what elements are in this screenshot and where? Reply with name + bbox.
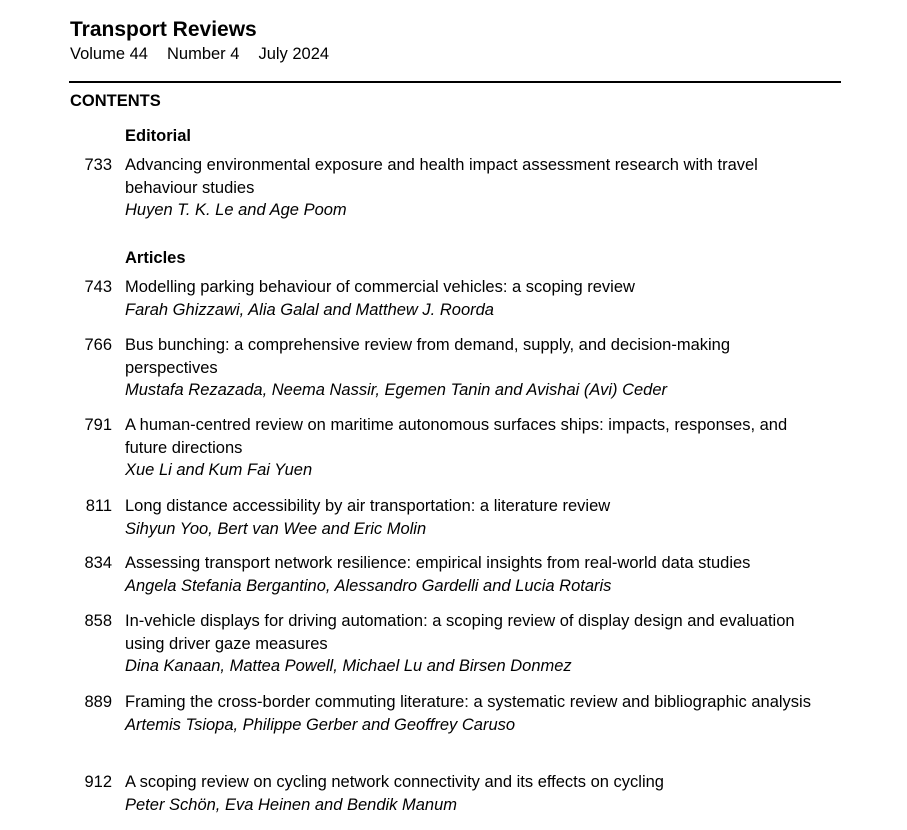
article-authors: Peter Schön, Eva Heinen and Bendik Manum — [125, 795, 458, 814]
issue-info — [70, 45, 348, 64]
number: Number 4 — [166, 45, 240, 63]
page-number: 743 — [84, 278, 112, 296]
journal-title: Transport Reviews — [70, 18, 257, 41]
page-number: 912 — [84, 773, 112, 791]
volume: Volume 44 — [70, 45, 148, 63]
article-title[interactable]: In-vehicle displays for driving automation: a scoping review of display design and evaluation using driver gaze measures — [125, 612, 795, 653]
article-title[interactable]: Assessing transport network resilience: empirical insights from real-world data studies — [125, 554, 751, 572]
article-authors: Farah Ghizzawi, Alia Galal and Matthew J. Roorda — [125, 300, 494, 319]
article-authors: Artemis Tsiopa, Philippe Gerber and Geoffrey Caruso — [125, 715, 516, 734]
page-number: 791 — [84, 416, 112, 434]
article-title[interactable]: Modelling parking behaviour of commercial vehicles: a scoping review — [125, 278, 635, 296]
toc-entry[interactable] — [70, 771, 830, 816]
section-heading-articles: Articles — [125, 249, 186, 267]
toc-entry[interactable] — [70, 276, 830, 321]
page-number: 733 — [84, 156, 112, 174]
article-title[interactable]: Long distance accessibility by air transportation: a literature review — [125, 497, 611, 515]
article-title[interactable]: Advancing environmental exposure and health impact assessment research with travel behaviour studies — [125, 156, 758, 197]
article-title[interactable]: Framing the cross-border commuting literature: a systematic review and bibliographic analysis — [125, 693, 811, 711]
toc-entry[interactable] — [70, 610, 830, 678]
article-title[interactable]: A human-centred review on maritime autonomous surfaces ships: impacts, responses, and future directions — [125, 416, 788, 457]
toc-entry[interactable] — [70, 691, 830, 736]
article-authors: Sihyun Yoo, Bert van Wee and Eric Molin — [125, 519, 427, 538]
contents-heading: CONTENTS — [70, 92, 161, 110]
toc-entry[interactable] — [70, 334, 830, 402]
toc-entry[interactable] — [70, 495, 830, 540]
article-title[interactable]: A scoping review on cycling network connectivity and its effects on cycling — [125, 773, 664, 791]
page-number: 858 — [84, 612, 112, 630]
toc-entry[interactable] — [70, 154, 830, 222]
article-authors: Xue Li and Kum Fai Yuen — [125, 461, 313, 479]
article-authors: Angela Stefania Bergantino, Alessandro Gardelli and Lucia Rotaris — [125, 576, 612, 595]
page-number: 889 — [84, 693, 112, 711]
toc-entry[interactable] — [70, 414, 830, 482]
toc-entry[interactable] — [70, 552, 830, 597]
article-authors: Dina Kanaan, Mattea Powell, Michael Lu and Birsen Donmez — [125, 657, 572, 675]
article-authors: Mustafa Rezazada, Neema Nassir, Egemen Tanin and Avishai (Avi) Ceder — [125, 381, 668, 399]
article-title[interactable]: Bus bunching: a comprehensive review from demand, supply, and decision-making perspectives — [125, 336, 731, 377]
page-number: 766 — [84, 336, 112, 354]
page-number: 834 — [84, 554, 112, 572]
header-rule — [69, 81, 841, 83]
date: July 2024 — [258, 45, 330, 63]
page-number: 811 — [85, 497, 112, 515]
article-authors: Huyen T. K. Le and Age Poom — [125, 201, 347, 219]
section-heading-editorial: Editorial — [125, 127, 192, 145]
